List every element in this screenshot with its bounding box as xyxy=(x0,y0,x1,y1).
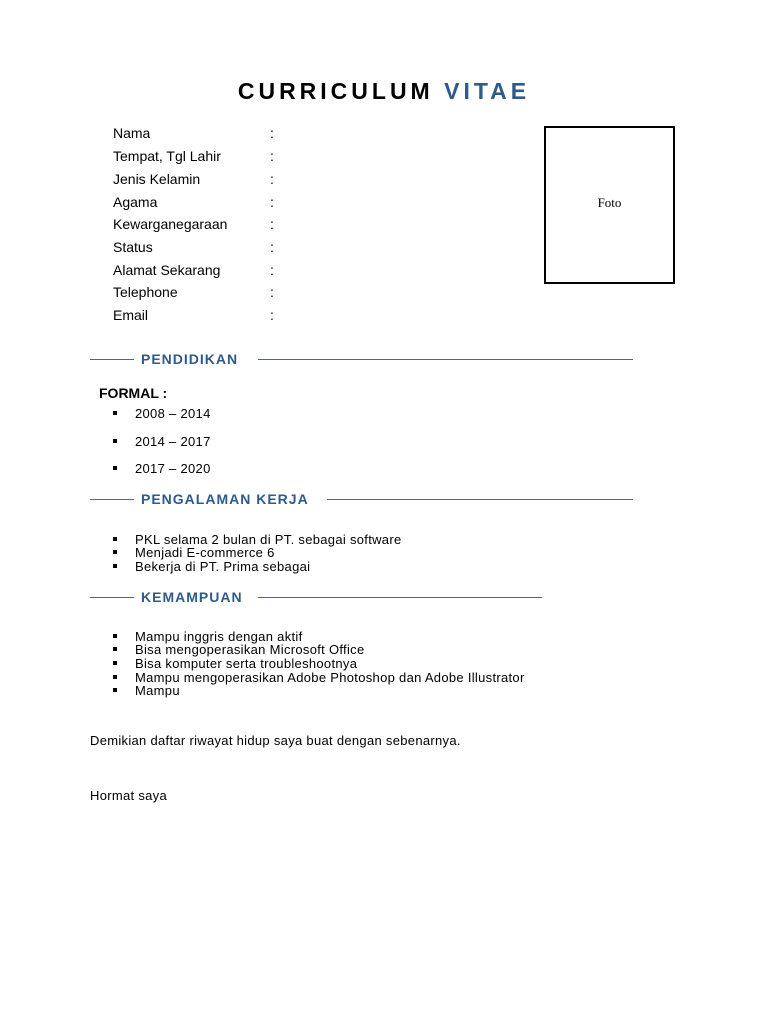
section-title: PENDIDIKAN xyxy=(141,351,239,367)
info-label-status: Status xyxy=(113,239,153,255)
info-label-tempat-tgl-lahir: Tempat, Tgl Lahir xyxy=(113,148,221,164)
section-rule xyxy=(90,597,134,598)
list-item-text: Bisa mengoperasikan Microsoft Office xyxy=(135,642,365,657)
info-colon: : xyxy=(270,194,274,210)
section-header-kemampuan xyxy=(90,589,542,605)
info-colon: : xyxy=(270,284,274,300)
bullet-icon xyxy=(113,647,117,651)
list-item-text: Menjadi E-commerce 6 xyxy=(135,545,275,560)
title-part-1: CURRICULUM xyxy=(237,78,434,104)
info-colon: : xyxy=(270,148,274,164)
bullet-icon xyxy=(113,550,117,554)
title-part-2: VITAE xyxy=(444,78,531,104)
bullet-icon xyxy=(113,634,117,638)
photo-label: Foto xyxy=(597,195,622,210)
info-label-nama: Nama xyxy=(113,125,151,141)
list-item-text: Mampu xyxy=(135,683,180,698)
photo-placeholder xyxy=(544,126,675,284)
section-rule xyxy=(90,499,134,500)
info-label-telephone: Telephone xyxy=(113,284,178,300)
document-title xyxy=(0,78,768,105)
bullet-icon xyxy=(113,564,117,568)
info-colon: : xyxy=(270,307,274,323)
bullet-icon xyxy=(113,411,117,415)
info-label-jenis-kelamin: Jenis Kelamin xyxy=(113,171,201,187)
info-label-alamat-sekarang: Alamat Sekarang xyxy=(113,262,221,278)
section-header-pengalaman-kerja xyxy=(90,491,633,507)
list-item-text: Mampu inggris dengan aktif xyxy=(135,629,303,644)
list-item-text: Mampu mengoperasikan Adobe Photoshop dan Adobe Illustrator xyxy=(135,670,525,685)
section-title: KEMAMPUAN xyxy=(141,589,243,605)
bullet-icon xyxy=(113,537,117,541)
section-title: PENGALAMAN KERJA xyxy=(141,491,309,507)
education-subheading: FORMAL : xyxy=(99,385,168,401)
list-item-text: Bisa komputer serta troubleshootnya xyxy=(135,656,358,671)
section-header-pendidikan xyxy=(90,351,633,367)
list-item-text: 2008 – 2014 xyxy=(135,406,211,421)
info-colon: : xyxy=(270,125,274,141)
bullet-icon xyxy=(113,466,117,470)
info-label-email: Email xyxy=(113,307,149,323)
info-label-kewarganegaraan: Kewarganegaraan xyxy=(113,216,228,232)
bullet-icon xyxy=(113,661,117,665)
section-rule xyxy=(258,597,542,598)
list-item-text: PKL selama 2 bulan di PT. sebagai software xyxy=(135,532,402,547)
bullet-icon xyxy=(113,439,117,443)
info-colon: : xyxy=(270,216,274,232)
signoff: Hormat saya xyxy=(90,788,167,803)
info-colon: : xyxy=(270,239,274,255)
list-item-text: 2017 – 2020 xyxy=(135,461,211,476)
list-item-text: 2014 – 2017 xyxy=(135,434,211,449)
info-label-agama: Agama xyxy=(113,194,158,210)
section-rule xyxy=(327,499,633,500)
section-rule xyxy=(90,359,134,360)
info-colon: : xyxy=(270,171,274,187)
bullet-icon xyxy=(113,675,117,679)
bullet-icon xyxy=(113,688,117,692)
section-rule xyxy=(258,359,633,360)
info-colon: : xyxy=(270,262,274,278)
list-item-text: Bekerja di PT. Prima sebagai xyxy=(135,559,311,574)
closing-statement: Demikian daftar riwayat hidup saya buat dengan sebenarnya. xyxy=(90,733,461,748)
